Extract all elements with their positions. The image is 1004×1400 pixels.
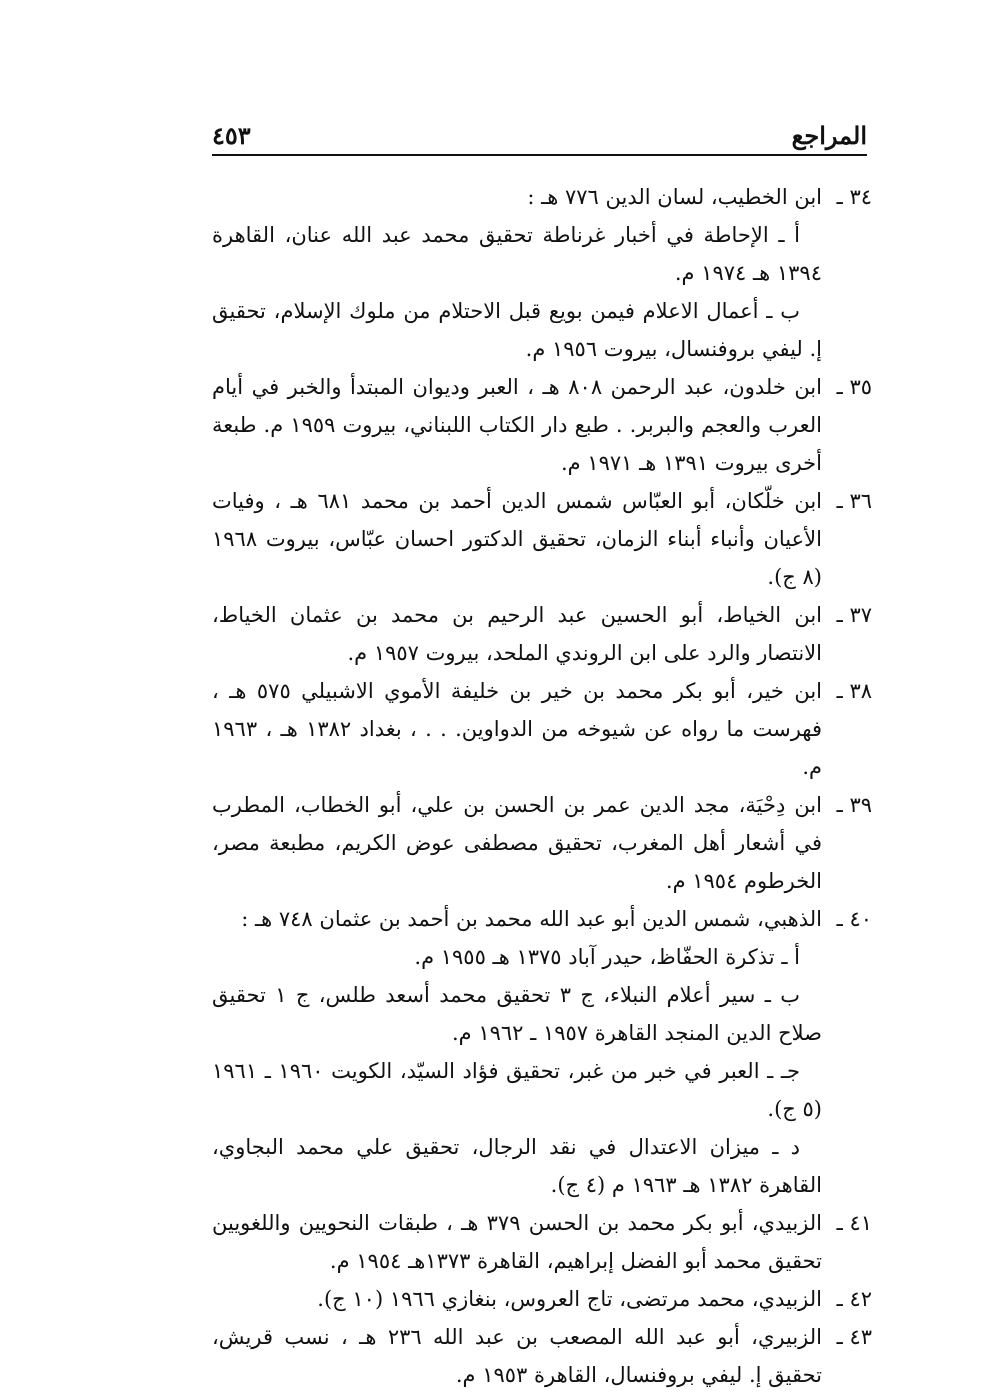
reference-subentry: جـ ـ العبر في خبر من غبر، تحقيق فؤاد السيّد، الكويت ١٩٦٠ ـ ١٩٦١ (٥ ج).	[212, 1059, 822, 1121]
reference-subentry: ب ـ سير أعلام النبلاء، ج ٣ تحقيق محمد أسعد طلس، ج ١ تحقيق صلاح الدين المنجد القاهرة ١٩٥٧ ـ ١٩٦٢ م.	[212, 983, 822, 1045]
reference-subentry: أ ـ الإحاطة في أخبار غرناطة تحقيق محمد عبد الله عنان، القاهرة ١٣٩٤ هـ ١٩٧٤ م.	[212, 223, 822, 285]
reference-entry	[212, 596, 872, 672]
running-header	[212, 118, 867, 156]
reference-number: ٣٧ ـ	[836, 603, 872, 627]
reference-entry	[212, 368, 872, 482]
reference-text: ابن الخطيب، لسان الدين ٧٧٦ هـ :	[527, 185, 822, 209]
reference-subentry: أ ـ تذكرة الحفّاظ، حيدر آباد ١٣٧٥ هـ ١٩٥٥ م.	[414, 945, 800, 969]
references-list	[212, 178, 872, 1394]
reference-number: ٣٨ ـ	[836, 679, 872, 703]
reference-entry	[212, 482, 872, 596]
reference-number: ٤١ ـ	[836, 1211, 872, 1235]
page-header-title: المراجع	[791, 121, 867, 150]
reference-text: ابن خلّكان، أبو العبّاس شمس الدين أحمد بن محمد ٦٨١ هـ ، وفيات الأعيان وأنباء أبناء الزمان، تحقيق الدكتور احسان عبّاس، بيروت ١٩٦٨ (٨ ج).	[212, 489, 822, 589]
reference-number: ٣٦ ـ	[836, 489, 872, 513]
reference-text: ابن الخياط، أبو الحسين عبد الرحيم بن محمد بن عثمان الخياط، الانتصار والرد على ابن الروندي الملحد، بيروت ١٩٥٧ م.	[212, 603, 822, 665]
reference-text: ابن خير، أبو بكر محمد بن خير بن خليفة الأموي الاشبيلي ٥٧٥ هـ ، فهرست ما رواه عن شيوخه من الدواوين. . . ، بغداد ١٣٨٢ هـ ، ١٩٦٣ م.	[212, 679, 823, 779]
reference-entry	[212, 672, 872, 786]
reference-entry	[212, 178, 872, 216]
reference-text: الزبيدي، محمد مرتضى، تاج العروس، بنغازي ١٩٦٦ (١٠ ج).	[317, 1287, 822, 1311]
reference-text: الزبيري، أبو عبد الله المصعب بن عبد الله ٢٣٦ هـ ، نسب قريش، تحقيق إ. ليفي بروفنسال، القاهرة ١٩٥٣ م.	[212, 1325, 822, 1387]
reference-number: ٤٠ ـ	[836, 907, 872, 931]
reference-subentry: د ـ ميزان الاعتدال في نقد الرجال، تحقيق علي محمد البجاوي، القاهرة ١٣٨٢ هـ ١٩٦٣ م (٤ ج).	[212, 1135, 822, 1197]
reference-entry	[212, 786, 872, 900]
reference-number: ٣٩ ـ	[836, 793, 872, 817]
reference-text: ابن دِحْيَة، مجد الدين عمر بن الحسن بن علي، أبو الخطاب، المطرب في أشعار أهل المغرب، تحقيق مصطفى عوض الكريم، مطبعة مصر، الخرطوم ١٩٥٤ م.	[212, 793, 822, 893]
page-number: ٤٥٣	[212, 121, 251, 150]
reference-entry	[212, 1280, 872, 1318]
reference-number: ٤٣ ـ	[836, 1325, 872, 1349]
reference-number: ٤٢ ـ	[836, 1287, 872, 1311]
reference-entry	[212, 900, 872, 938]
reference-text: ابن خلدون، عبد الرحمن ٨٠٨ هـ ، العبر وديوان المبتدأ والخبر في أيام العرب والعجم والبربر. . طبع دار الكتاب اللبناني، بيروت ١٩٥٩ م. طبعة أخرى بيروت ١٣٩١ هـ ١٩٧١ م.	[212, 375, 822, 475]
reference-entry	[212, 1204, 872, 1280]
reference-text: الزبيدي، أبو بكر محمد بن الحسن ٣٧٩ هـ ، طبقات النحويين واللغويين تحقيق محمد أبو الفضل إبراهيم، القاهرة ١٣٧٣هـ ١٩٥٤ م.	[212, 1211, 822, 1273]
reference-entry	[212, 1318, 872, 1394]
reference-subentry: ب ـ أعمال الاعلام فيمن بويع قبل الاحتلام من ملوك الإسلام، تحقيق إ. ليفي بروفنسال، بيروت ١٩٥٦ م.	[212, 299, 822, 361]
reference-text: الذهبي، شمس الدين أبو عبد الله محمد بن أحمد بن عثمان ٧٤٨ هـ :	[241, 907, 822, 931]
reference-number: ٣٥ ـ	[836, 375, 872, 399]
reference-number: ٣٤ ـ	[836, 185, 872, 209]
